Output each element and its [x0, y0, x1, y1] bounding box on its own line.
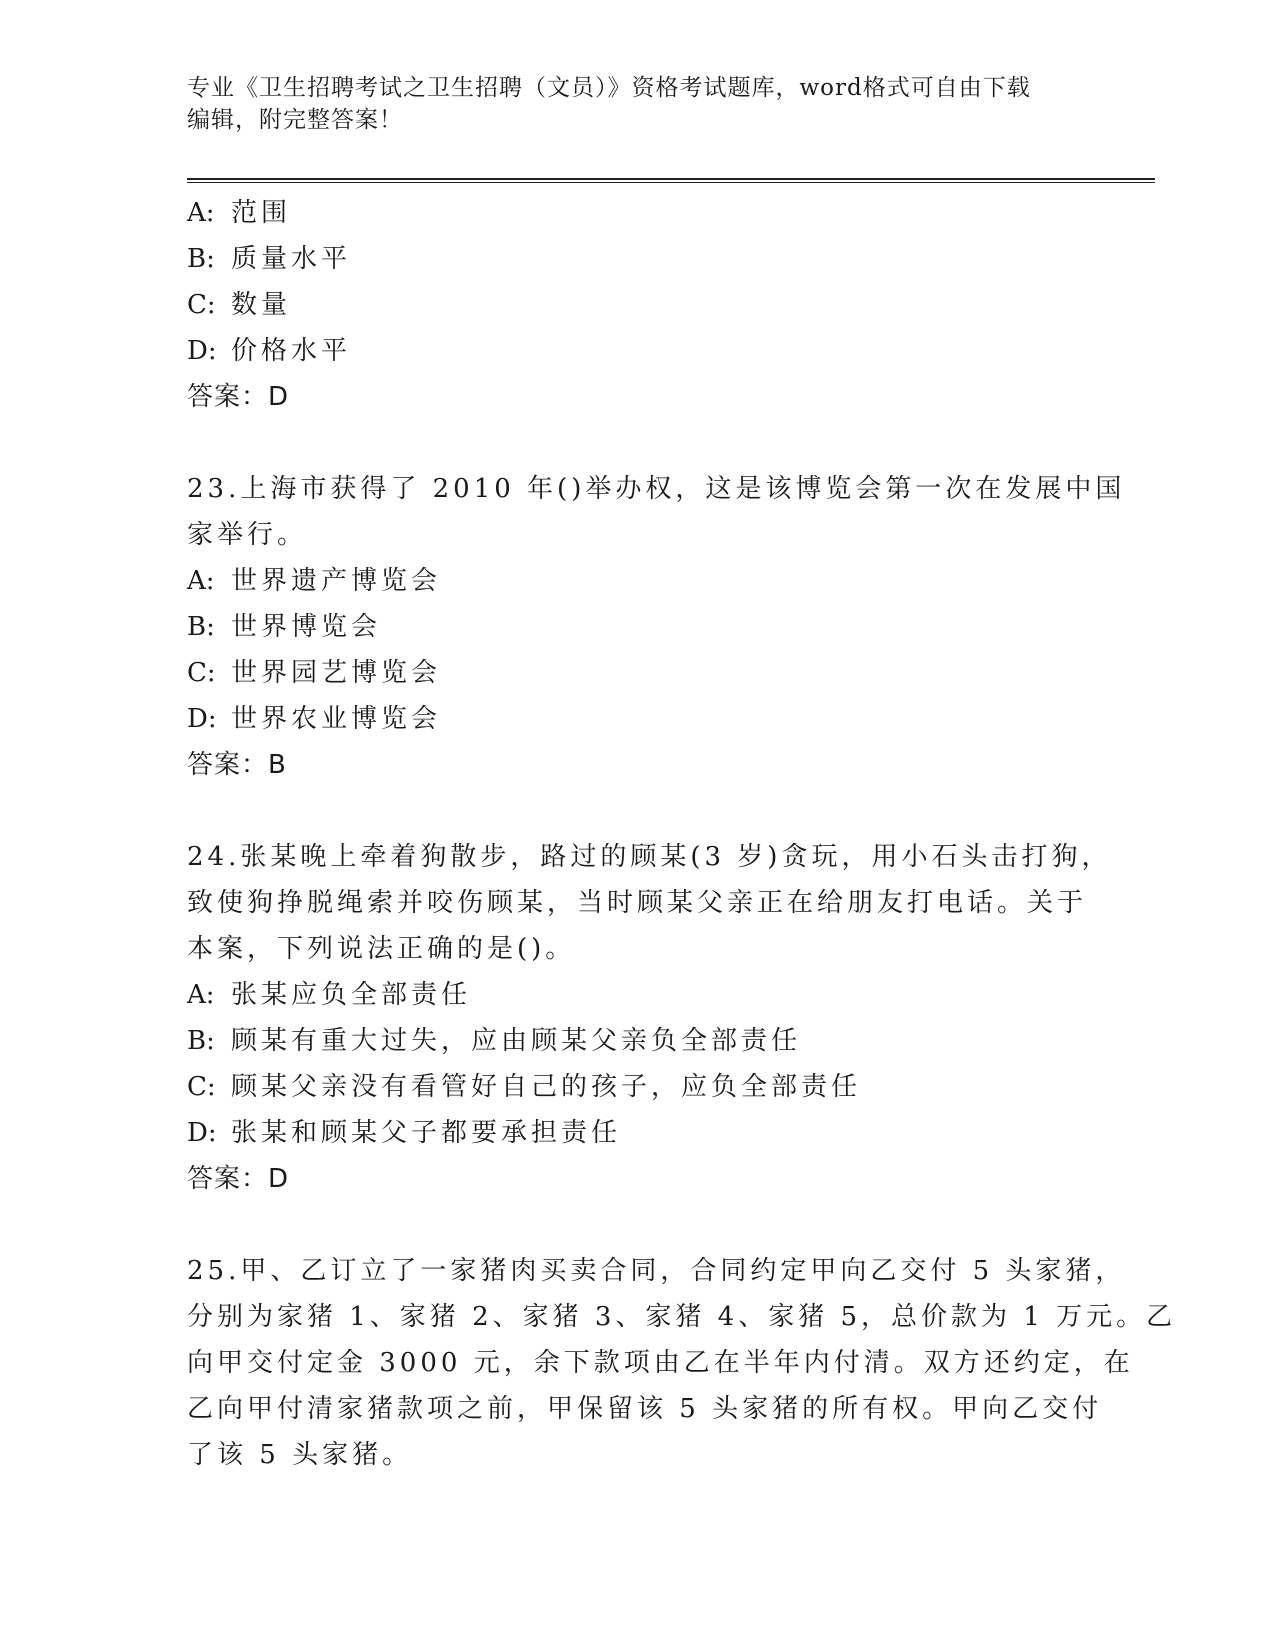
option-d [187, 328, 1087, 374]
answer-line: 答案：D [187, 382, 290, 412]
option-letter: B: [187, 1026, 215, 1056]
question-22 [187, 190, 1087, 420]
question-stem-line: 致使狗挣脱绳索并咬伤顾某，当时顾某父亲正在给朋友打电话。关于 [187, 888, 1088, 918]
header-divider-thin [187, 182, 1155, 183]
option-text: 顾某有重大过失，应由顾某父亲负全部责任 [231, 1026, 802, 1056]
question-stem-line: 家举行。 [187, 520, 308, 550]
header-divider-thick [187, 178, 1155, 180]
option-text: 价格水平 [231, 336, 352, 366]
option-c [187, 282, 1087, 328]
question-23 [187, 466, 1126, 788]
option-b [187, 1018, 1087, 1064]
header-line-2: 编辑，附完整答案！ [187, 107, 403, 133]
answer-line: 答案：D [187, 1164, 290, 1194]
answer-line: 答案：B [187, 750, 287, 780]
option-letter: C: [187, 658, 216, 688]
option-letter: A: [187, 566, 215, 596]
option-a [187, 558, 1087, 604]
question-stem-line: 分别为家猪 1、家猪 2、家猪 3、家猪 4、家猪 5，总价款为 1 万元。乙 [187, 1302, 1177, 1332]
option-letter: A: [187, 980, 215, 1010]
option-letter: C: [187, 1072, 216, 1102]
option-text: 数量 [231, 290, 292, 320]
spacer [187, 788, 1087, 834]
option-c [187, 650, 1087, 696]
option-text: 世界遗产博览会 [231, 566, 442, 596]
question-stem-line: 本案，下列说法正确的是()。 [187, 934, 576, 964]
option-text: 世界园艺博览会 [231, 658, 442, 688]
option-text: 质量水平 [231, 244, 352, 274]
option-text: 张某和顾某父子都要承担责任 [231, 1118, 622, 1148]
option-letter: C: [187, 290, 216, 320]
option-text: 世界博览会 [231, 612, 382, 642]
option-a [187, 190, 1087, 236]
option-text: 世界农业博览会 [231, 704, 442, 734]
option-b [187, 236, 1087, 282]
spacer [187, 420, 1087, 466]
option-letter: B: [187, 612, 215, 642]
question-25 [187, 1248, 1177, 1478]
option-d [187, 696, 1087, 742]
option-letter: D: [187, 1118, 217, 1148]
header-line-1: 专业《卫生招聘考试之卫生招聘（文员）》资格考试题库，word格式可自由下载 [187, 75, 1031, 101]
spacer [187, 1202, 1087, 1248]
question-stem-line: 向甲交付定金 3000 元，余下款项由乙在半年内付清。双方还约定，在 [187, 1348, 1134, 1378]
question-24 [187, 834, 1112, 1202]
option-letter: D: [187, 336, 217, 366]
question-stem-line: 24.张某晚上牵着狗散步，路过的顾某(3 岁)贪玩，用小石头击打狗， [187, 842, 1112, 872]
option-letter: A: [187, 198, 215, 228]
option-letter: D: [187, 704, 217, 734]
question-stem-line: 25.甲、乙订立了一家猪肉买卖合同，合同约定甲向乙交付 5 头家猪， [187, 1256, 1126, 1286]
option-letter: B: [187, 244, 215, 274]
option-a [187, 972, 1087, 1018]
question-content [187, 190, 1177, 1478]
question-stem-line: 了该 5 头家猪。 [187, 1440, 413, 1470]
option-text: 顾某父亲没有看管好自己的孩子，应负全部责任 [231, 1072, 862, 1102]
option-c [187, 1064, 1087, 1110]
option-text: 范围 [231, 198, 292, 228]
question-stem-line: 乙向甲付清家猪款项之前，甲保留该 5 头家猪的所有权。甲向乙交付 [187, 1394, 1103, 1424]
document-header [187, 72, 1067, 136]
option-d [187, 1110, 1087, 1156]
option-text: 张某应负全部责任 [231, 980, 472, 1010]
question-stem-line: 23.上海市获得了 2010 年()举办权，这是该博览会第一次在发展中国 [187, 474, 1126, 504]
option-b [187, 604, 1087, 650]
